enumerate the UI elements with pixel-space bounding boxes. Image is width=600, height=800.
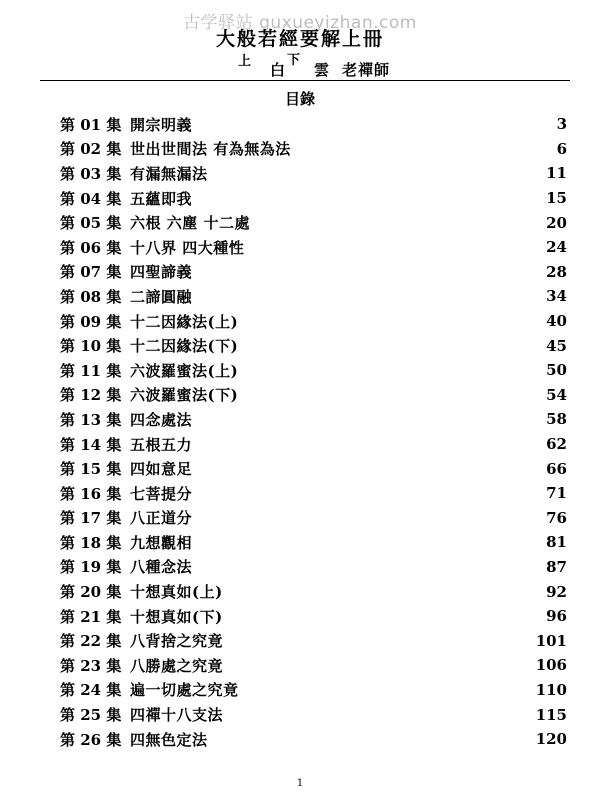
toc-episode-number: 第 07 集: [60, 263, 122, 282]
toc-page-number: 71: [546, 484, 567, 503]
toc-page-number: 96: [546, 607, 567, 626]
toc-episode-number: 第 08 集: [60, 287, 122, 306]
toc-page-number: 76: [546, 508, 567, 527]
toc-entry-title: 世出世間法 有為無為法: [130, 140, 291, 159]
toc-entry[interactable]: [60, 186, 567, 211]
toc-entry-title: 九想觀相: [130, 533, 193, 552]
toc-page-number: 106: [535, 656, 567, 675]
toc-entry[interactable]: [60, 727, 567, 752]
toc-page-number: 120: [535, 730, 567, 749]
toc-page-number: 11: [546, 164, 567, 183]
toc-entry[interactable]: [60, 284, 567, 309]
author-name-yun: 雲: [314, 61, 330, 79]
toc-episode-number: 第 11 集: [60, 361, 122, 380]
toc-page-number: 15: [546, 189, 567, 208]
toc-entry-title: 四如意足: [130, 460, 193, 479]
toc-entry-title: 六波羅蜜法(下): [130, 386, 239, 405]
toc-page-number: 50: [546, 361, 567, 380]
toc-entry[interactable]: [60, 678, 567, 703]
toc-page-number: 34: [546, 287, 567, 306]
toc-entry-title: 十二因緣法(上): [130, 312, 239, 331]
author-line: [0, 50, 600, 79]
toc-page-number: 40: [546, 312, 567, 331]
toc-page-number: 92: [546, 582, 567, 601]
toc-entry-title: 十想真如(下): [130, 607, 223, 626]
toc-page-number: 28: [546, 262, 567, 281]
toc-episode-number: 第 21 集: [60, 607, 122, 626]
toc-episode-number: 第 16 集: [60, 484, 122, 503]
toc-entry[interactable]: [60, 210, 567, 235]
toc-episode-number: 第 09 集: [60, 312, 122, 331]
toc-entry[interactable]: [60, 506, 567, 531]
toc-entry[interactable]: [60, 309, 567, 334]
toc-page-number: 101: [535, 631, 567, 650]
toc-episode-number: 第 06 集: [60, 238, 122, 257]
toc-episode-number: 第 18 集: [60, 533, 122, 552]
toc-entry[interactable]: [60, 555, 567, 580]
header-divider: [40, 80, 570, 81]
toc-page-number: 54: [546, 385, 567, 404]
toc-page-number: 45: [546, 336, 567, 355]
toc-episode-number: 第 02 集: [60, 140, 122, 159]
toc-page-number: 87: [546, 557, 567, 576]
toc-entry[interactable]: [60, 653, 567, 678]
toc-page-number: 24: [546, 238, 567, 257]
author-name-bai: 白: [270, 61, 286, 79]
toc-page-number: 20: [546, 213, 567, 232]
author-title: 老禪師: [342, 61, 391, 79]
toc-entry-title: 四念處法: [130, 410, 193, 429]
toc-episode-number: 第 17 集: [60, 509, 122, 528]
toc-page-number: 62: [546, 435, 567, 454]
toc-episode-number: 第 01 集: [60, 115, 122, 134]
toc-entry-title: 十二因緣法(下): [130, 337, 239, 356]
toc-episode-number: 第 22 集: [60, 632, 122, 651]
toc-entry[interactable]: [60, 260, 567, 285]
toc-entry-title: 有漏無漏法: [130, 164, 208, 183]
toc-page-number: 110: [535, 680, 567, 699]
toc-episode-number: 第 25 集: [60, 706, 122, 725]
toc-entry-title: 六波羅蜜法(上): [130, 361, 239, 380]
toc-entry-title: 四禪十八支法: [130, 706, 224, 725]
toc-episode-number: 第 05 集: [60, 214, 122, 233]
toc-entry-title: 八種念法: [130, 558, 193, 577]
toc-entry-title: 四聖諦義: [130, 263, 193, 282]
toc-episode-number: 第 04 集: [60, 189, 122, 208]
toc-episode-number: 第 12 集: [60, 386, 122, 405]
toc-page-number: 3: [556, 115, 567, 134]
toc-entry-title: 開宗明義: [130, 115, 193, 134]
toc-entry-title: 八背捨之究竟: [130, 632, 224, 651]
toc-entry-title: 十想真如(上): [130, 583, 223, 602]
author-lower-char: 下: [287, 53, 301, 68]
toc-list: [60, 112, 567, 751]
toc-entry[interactable]: [60, 112, 567, 137]
toc-entry-title: 遍一切處之究竟: [130, 681, 239, 700]
toc-entry[interactable]: [60, 358, 567, 383]
toc-entry[interactable]: [60, 456, 567, 481]
toc-entry-title: 八正道分: [130, 509, 193, 528]
watermark: 古学驿站 guxueyizhan.com: [183, 13, 417, 33]
toc-entry[interactable]: [60, 481, 567, 506]
toc-entry[interactable]: [60, 235, 567, 260]
toc-entry[interactable]: [60, 530, 567, 555]
toc-entry-title: 八勝處之究竟: [130, 656, 224, 675]
toc-entry-title: 七菩提分: [130, 484, 193, 503]
toc-episode-number: 第 14 集: [60, 435, 122, 454]
toc-episode-number: 第 15 集: [60, 460, 122, 479]
toc-entry-title: 六根 六塵 十二處: [130, 214, 250, 233]
toc-entry-title: 十八界 四大種性: [130, 238, 245, 257]
toc-heading: 目錄: [284, 90, 315, 108]
toc-entry-title: 五蘊即我: [130, 189, 193, 208]
book-title: 大般若經要解上冊: [215, 28, 384, 50]
toc-entry-title: 四無色定法: [130, 730, 208, 749]
toc-page-number: 58: [546, 410, 567, 429]
toc-page-number: 66: [546, 459, 567, 478]
toc-episode-number: 第 19 集: [60, 558, 122, 577]
toc-episode-number: 第 23 集: [60, 656, 122, 675]
toc-entry[interactable]: [60, 579, 567, 604]
toc-entry-title: 五根五力: [130, 435, 193, 454]
toc-entry-title: 二諦圓融: [130, 287, 193, 306]
toc-page-number: 115: [535, 705, 567, 724]
author-upper-char: 上: [238, 54, 252, 69]
toc-entry[interactable]: [60, 702, 567, 727]
toc-page-number: 6: [556, 139, 567, 158]
toc-episode-number: 第 10 集: [60, 337, 122, 356]
toc-episode-number: 第 13 集: [60, 410, 122, 429]
toc-entry[interactable]: [60, 383, 567, 408]
toc-episode-number: 第 24 集: [60, 681, 122, 700]
toc-episode-number: 第 03 集: [60, 164, 122, 183]
toc-entry[interactable]: [60, 604, 567, 629]
toc-entry[interactable]: [60, 333, 567, 358]
toc-entry[interactable]: [60, 137, 567, 162]
toc-entry[interactable]: [60, 628, 567, 653]
footer-page-number: 1: [296, 778, 304, 789]
toc-page-number: 81: [546, 533, 567, 552]
toc-entry[interactable]: [60, 161, 567, 186]
toc-entry[interactable]: [60, 407, 567, 432]
toc-episode-number: 第 26 集: [60, 730, 122, 749]
toc-entry[interactable]: [60, 432, 567, 457]
toc-episode-number: 第 20 集: [60, 583, 122, 602]
